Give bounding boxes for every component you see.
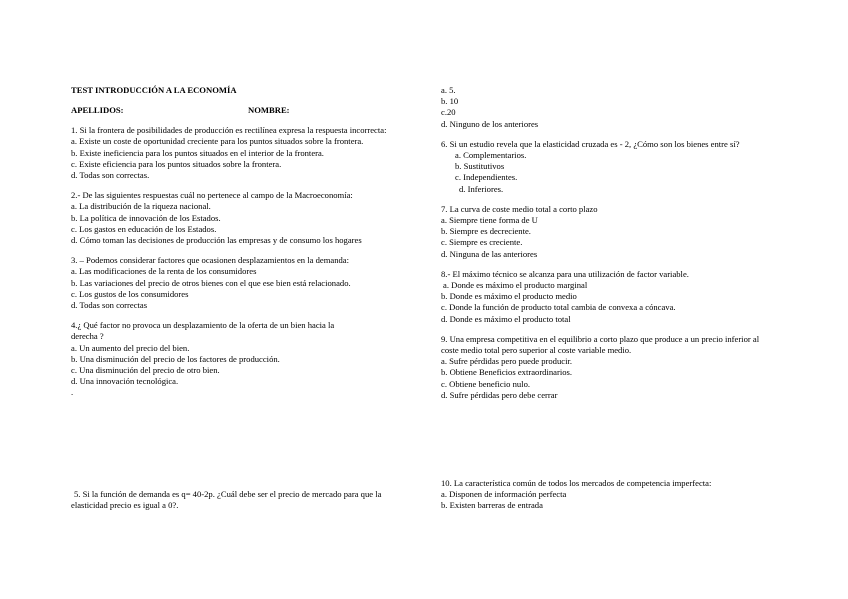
- question-5-stem: 5. Si la función de demanda es q= 40-2p. ¿Cuál debe ser el precio de mercado para que la elasticidad precio es igual a 0?.: [71, 489, 382, 511]
- question-8-option-b: b. Donde es máximo el producto medio: [441, 291, 577, 302]
- question-2-option-b: b. La política de innovación de los Estados.: [71, 212, 221, 223]
- question-6-option-b: b. Sustitutivos: [455, 161, 505, 172]
- question-4-option-b: b. Una disminución del precio de los factores de producción.: [71, 353, 280, 364]
- question-1-stem: 1. Si la frontera de posibilidades de producción es rectilínea expresa la respuesta incorrecta:: [71, 125, 387, 136]
- question-10-option-a: a. Disponen de información perfecta: [441, 489, 567, 500]
- question-7: [441, 204, 776, 260]
- question-6-option-c: c. Independientes.: [455, 172, 518, 183]
- question-8-option-c: c. Donde la función de producto total cambia de convexa a cóncava.: [441, 302, 676, 313]
- question-6-option-a: a. Complementarios.: [455, 150, 527, 161]
- question-8: [441, 269, 776, 325]
- question-7-option-d: d. Ninguna de las anteriores: [441, 248, 538, 259]
- question-6: [441, 139, 776, 195]
- name-fields: [71, 105, 406, 116]
- question-4-option-a: a. Un aumento del precio del bien.: [71, 342, 190, 353]
- question-9: [441, 334, 776, 401]
- question-7-option-c: c. Siempre es creciente.: [441, 237, 523, 248]
- question-1-option-a: a. Existe un coste de oportunidad creciente para los puntos situados sobre la frontera.: [71, 136, 364, 147]
- question-3-option-d: d. Todas son correctas: [71, 300, 148, 311]
- question-4-stem: 4.¿ Qué factor no provoca un desplazamiento de la oferta de un bien hacia la derecha ?: [71, 320, 335, 342]
- question-10-option-b: b. Existen barreras de entrada: [441, 500, 543, 511]
- question-2-option-a: a. La distribución de la riqueza nacional.: [71, 201, 211, 212]
- question-10: [441, 478, 776, 512]
- question-1-option-c: c. Existe eficiencia para los puntos situados sobre la frontera.: [71, 158, 282, 169]
- question-7-option-a: a. Siempre tiene forma de U: [441, 215, 538, 226]
- question-5-option-c: c.20: [441, 107, 456, 118]
- question-1-option-b: b. Existe ineficiencia para los puntos situados en el interior de la frontera.: [71, 147, 324, 158]
- question-1: [71, 125, 406, 181]
- question-4: [71, 320, 406, 398]
- question-7-option-b: b. Siempre es decreciente.: [441, 226, 531, 237]
- question-9-option-c: c. Obtiene beneficio nulo.: [441, 378, 531, 389]
- right-column: [441, 85, 776, 410]
- question-10-stem: 10. La característica común de todos los mercados de competencia imperfecta:: [441, 478, 712, 488]
- question-5-options: [441, 85, 776, 130]
- question-8-option-a: a. Donde es máximo el producto marginal: [443, 280, 588, 291]
- question-5-option-a: a. 5.: [441, 85, 456, 95]
- question-9-option-d: d. Sufre pérdidas pero debe cerrar: [441, 389, 558, 400]
- left-column: [71, 85, 406, 408]
- question-2: [71, 190, 406, 246]
- question-3: [71, 255, 406, 311]
- question-2-option-d: d. Cómo toman las decisiones de producción las empresas y de consumo los hogares: [71, 235, 362, 246]
- question-8-stem: 8.- El máximo técnico se alcanza para una utilización de factor variable.: [441, 268, 689, 279]
- question-3-option-b: b. Las variaciones del precio de otros bienes con el que ese bien está relacionado.: [71, 277, 351, 288]
- question-8-option-d: d. Donde es máximo el producto total: [441, 313, 571, 324]
- question-6-option-d: d. Inferiores.: [459, 183, 504, 194]
- apellidos-label: APELLIDOS:: [71, 105, 124, 116]
- question-9-option-a: a. Sufre pérdidas pero puede producir.: [441, 356, 573, 367]
- question-5: [71, 489, 401, 511]
- nombre-label: NOMBRE:: [248, 105, 290, 116]
- question-9-stem: 9. Una empresa competitiva en el equilibrio a corto plazo que produce a un precio inferior al coste medio total pero superior al coste variable medio.: [441, 333, 760, 356]
- question-3-stem: 3. – Podemos considerar factores que ocasionen desplazamientos en la demanda:: [71, 255, 350, 266]
- question-2-stem: 2.- De las siguientes respuestas cuál no pertenece al campo de la Macroeconomía:: [71, 190, 353, 201]
- question-5-option-d: d. Ninguno de los anteriores: [441, 118, 539, 129]
- question-4-option-d: d. Una innovación tecnológica.: [71, 376, 179, 387]
- question-3-option-a: a. Las modificaciones de la renta de los consumidores: [71, 266, 257, 277]
- test-title: TEST INTRODUCCIÓN A LA ECONOMÍA: [71, 85, 237, 95]
- question-9-option-b: b. Obtiene Beneficios extraordinarios.: [441, 367, 573, 378]
- question-4-trailing-dot: .: [71, 387, 74, 398]
- question-2-option-c: c. Los gastos en educación de los Estados.: [71, 223, 217, 234]
- question-3-option-c: c. Los gustos de los consumidores: [71, 288, 189, 299]
- question-6-stem: 6. Si un estudio revela que la elasticidad cruzada es - 2, ¿Cómo son los bienes entre sí?: [441, 138, 740, 149]
- question-5-option-b: b. 10: [441, 96, 459, 107]
- question-4-option-c: c. Una disminución del precio de otro bien.: [71, 365, 220, 376]
- question-1-option-d: d. Todas son correctas.: [71, 170, 150, 181]
- question-7-stem: 7. La curva de coste medio total a corto plazo: [441, 203, 598, 214]
